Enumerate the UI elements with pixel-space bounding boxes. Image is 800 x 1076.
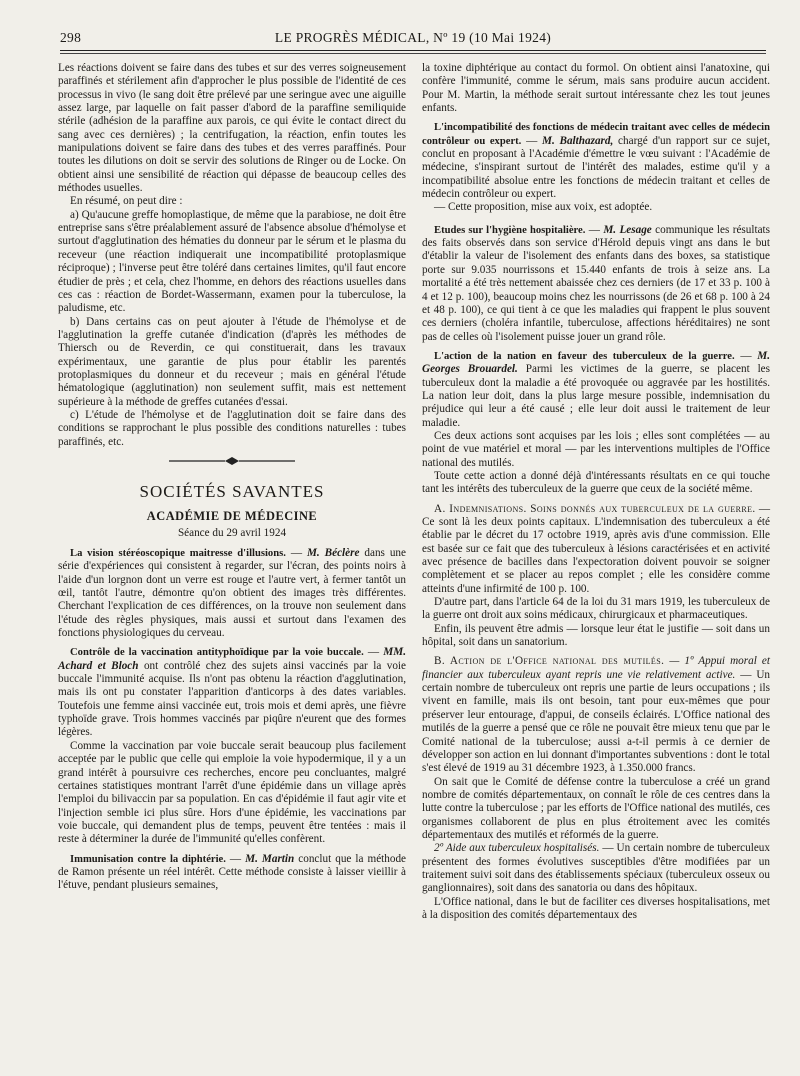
paragraph: — Cette proposition, mise aux voix, est adoptée. (434, 201, 653, 214)
item-heading: Etudes sur l'hygiène hospitalière. (434, 224, 586, 236)
ornament-divider (58, 449, 406, 473)
item-text: communique les résultats des faits observés dans son service d'Hérold depuis vingt ans dans le but d'établir la valeur de l'isolement des enfants dans des boxes, sa statistique porte sur 9.035 nourrissons et 15.440 enfants de trois à seize ans. La mortalité a été très nettement abaissée chez ces derniers (de 17 et 33 p. 100 à 4 et 12 p. 100), beaucoup moins chez les nourrissons (de 26 et 68 p. 100 à 24 et 48 p. 100), ce qui tient à ce que les maladies qui frappent le plus souvent ces derniers (choléra infantile, tuberculose, affections héréditaires) ne sont pas de celles où l'isolement puisse jouer un grand rôle. (422, 223, 770, 343)
paragraph (422, 842, 770, 895)
paragraph: L'action de la nation en faveur des tuberculeux de la guerre. — M. Georges Brouardel. Parmi les victimes de la guerre, se placent les tuberculeux dont la maladie a été provoquée ou aggravée par les hostilités. La nation leur doit, dans la plus large mesure possible, indemnisation du préjudice qui leur a été causé ; elle leur doit aussi le traitement de leur maladie. (422, 349, 771, 429)
header-rule (60, 50, 766, 51)
item-text: chargé d'un rapport sur ce sujet, conclut en proposant à l'Académie d'émettre le vœu suivant : l'Académie de médecine, s'inspirant surtout de l'intérêt des malades, estime qu'il y a incompatibilité absolue entre les fonctions de médecin traitant et celles de médecin contrôleur ou expert. (422, 134, 771, 201)
paragraph: L'incompatibilité des fonctions de médecin traitant avec celles de médecin contrôleur ou expert. — M. Balthazard, chargé d'un rapport sur ce sujet, conclut en proposant à l'Académie d'émettre le vœu suivant : l'Académie de médecine, s'inspirant surtout de l'intérêt des malades, estime qu'il y a incompatibilité absolue entre les fonctions de médecin traitant et celles de médecin contrôleur ou expert. (422, 122, 771, 201)
item-text: Parmi les victimes de la guerre, se placent les tuberculeux dont la maladie a été provoquée ou aggravée par les hostilités. La nation leur doit, dans la plus large mesure possible, indemnisation du préjudice qui leur a été causé ; elle leur doit aussi le traitement de leur maladie. (422, 363, 771, 429)
item-text: ont contrôlé chez des sujets ainsi vaccinés par la voie buccale l'immunité acquise. Ils n'ont pas obtenu la réaction d'agglutination, mais ils ont pu constater l'apparition d'anticorps à des dates variables. Toutefois une femme ainsi vaccinée eut, trois mois et demi après, une fièvre typhoïde grave. Trois hommes vaccinés par piqûre n'eurent que des formes légères. (58, 659, 407, 739)
item-subheading: — 1º Appui moral et financier aux tuberculeux ayant repris une vie relativement active. (422, 655, 770, 681)
paragraph: D'autre part, dans l'article 64 de la loi du 31 mars 1919, les tuberculeux de la guerre ont droit aux soins médicaux, chirurgicaux et pharmaceutiques. (422, 596, 770, 622)
paragraph: Toute cette action a donné déjà d'intéressants résultats en ce qui touche tant les intérêts des tuberculeux de la guerre que ceux de la société même. (422, 469, 770, 496)
paragraph: En résumé, on peut dire : (70, 195, 183, 208)
left-column (58, 62, 406, 893)
author: M. Béclère (306, 547, 360, 559)
author: M. Balthazard, (542, 134, 614, 147)
paragraph: c) L'étude de l'hémolyse et de l'agglutination doit se faire dans des conditions se rapprochant le plus possible des conditions naturelles : tubes paraffinés, etc. (58, 408, 406, 448)
author: M. Georges Brouardel. (422, 349, 771, 376)
item-text: — Un certain nombre de tuberculeux ont repris une partie de leurs occupations ; ils vivent en famille, mais ils ont besoin, tant pour eux-mêmes que pour préserver leur entourage, d'appui, de conseils éclairés. L'Office national des mutilés de la guerre a pensé que ce rôle ne pouvait être mieux tenu que par le Comité national de la tuberculose; aussi a-t-il permis à ce dernier de développer son action en lui donnant d'importantes subventions : dont le total s'est élevé de 1919 au 31 décembre 1923, à 1.350.000 francs. (422, 668, 770, 775)
paragraph: L'Office national, dans le but de faciliter ces diverses hospitalisations, met à la disposition des comités départementaux des (422, 895, 770, 921)
item-text: conclut que la méthode de Ramon présente un réel intérêt. Cette méthode consiste à laisser vieillir à l'étuve, pendant plusieurs semaines, (58, 852, 407, 892)
item-heading: La vision stéréoscopique maitresse d'illusions. (70, 548, 286, 559)
item-heading: L'action de la nation en faveur des tuberculeux de la guerre. (434, 350, 735, 362)
item-text: — Un certain nombre de tuberculeux présentent des formes évolutives susceptibles d'être modifiées par un traitement suivi soit dans des établissements spéciaux (tuberculeux osseux ou ganglionnaires), soit dans des sanatoria ou dans des hôpitaux. (422, 842, 770, 895)
page-number: 298 (60, 30, 82, 45)
paragraph: Les réactions doivent se faire dans des tubes et sur des verres soigneusement paraffinés et stérilement afin d'approcher le plus possible de l'identité de ces processus in vivo (le sang doit être prélevé par une seringue avec une aiguille assez large, par laquelle on fait passer d'abord de la paraffine semiliquide stérile (adhésion de la paraffine aux parois, ce qui évite le contact direct du sang avec ces dernières) ; la centrifugation, la réaction, enfin toutes les manipulations doivent se faire dans des tubes et des verres paraffinés. Pour toutes les dilutions on doit se servir des solutions de Ringer ou de Locke. On obtient ainsi une sensibilité de réaction qui dépasse de beaucoup celles des méthodes usuelles. (58, 62, 406, 195)
section-title: SOCIÉTÉS SAVANTES (139, 481, 325, 501)
paragraph: Immunisation contre la diphtérie. — M. Martin conclut que la méthode de Ramon présente un réel intérêt. Cette méthode consiste à laisser vieillir à l'étuve, pendant plusieurs semaines, (58, 852, 407, 892)
item-heading: A. Indemnisations. Soins donnés aux tuberculeux de la guerre. (434, 502, 756, 515)
paragraph: a) Qu'aucune greffe homoplastique, de même que la parabiose, ne doit être entreprise sans s'être préalablement assuré de l'absence absolue d'hémolyse et surtout d'agglutination des hématies du donneur par le sérum et le plasma du receveur (une réaction indiquerait une incompatibilité protoplasmique réciproque) ; l'inverse peut être toléré dans certaines limites, qu'il faut encore étudier de près ; et cela, chez l'homme, en dehors des réactions usuelles dans ces cas : réaction de Bordet-Wassermann, examen pour la tuberculose, la paludisme, etc. (58, 208, 406, 315)
author: M. Lesage (603, 223, 652, 236)
running-header (60, 30, 766, 50)
item-subheading: 2º Aide aux tuberculeux hospitalisés. (434, 842, 600, 855)
item-text: — Ce sont là les deux points capitaux. L'indemnisation des tuberculeux a été établie par le décret du 17 octobre 1919, après avis d'une commission. Elle est basée sur ce fait que des tuberculeux à lésions caractérisées et en activité avec présence de bacilles dans l'expectoration doivent pouvoir se soigner complètement et se placer au repos complet ; elle les considère comme atteints d'une infirmité de 100 p. 100. (422, 502, 770, 595)
paragraph: On sait que le Comité de défense contre la tuberculose a créé un grand nombre de comités départementaux, on connaît le rôle de ces centres dans la lutte contre la tuberculose ; par les efforts de l'Office national des mutilés, ces organismes collaborent de plus en plus étroitement avec les comités départementaux des mutilés et réformés de la guerre. (422, 775, 770, 841)
right-column (422, 62, 770, 922)
running-title: LE PROGRÈS MÉDICAL, Nº 19 (10 Mai 1924) (274, 30, 552, 45)
paragraph: Etudes sur l'hygiène hospitalière. — M. Lesage communique les résultats des faits observés dans son service d'Hérold depuis vingt ans dans le but d'établir la valeur de l'isolement des enfants dans des boxes, sa statistique porte sur 9.035 nourrissons et 15.440 enfants de trois à seize ans. La mortalité a été très nettement abaissée chez ces derniers (de 17 et 33 p. 100 à 4 et 12 p. 100), beaucoup moins chez les nourrissons (de 26 et 68 p. 100 à 24 et 48 p. 100), ce qui tient à ce que les maladies qui frappent le plus souvent ces derniers (choléra infantile, tuberculose, affections héréditaires) ne sont pas de celles où l'isolement puisse jouer un grand rôle. (422, 223, 770, 343)
header-rule-thin (60, 53, 766, 54)
paragraph: Ces deux actions sont acquises par les lois ; elles sont complétées — au point de vue matériel et moral — par les interventions multiples de l'Office national des mutilés. (422, 429, 770, 469)
paragraph (422, 655, 770, 775)
item-heading: L'incompatibilité des fonctions de médecin traitant avec celles de médecin contrôleur ou expert. (422, 122, 770, 147)
paragraph: la toxine diphtérique au contact du formol. On obtient ainsi l'anatoxine, qui confère l'immunité, comme le sérum, mais sans produire aucun accident. Pour M. Martin, la méthode serait surtout intéressante chez les tout jeunes enfants. (422, 62, 770, 115)
item-heading: B. Action de l'Office national des mutilés. (434, 655, 665, 668)
academy-title: ACADÉMIE DE MÉDECINE (146, 509, 318, 524)
item-heading: Immunisation contre la diphtérie. (70, 853, 226, 865)
paragraph: Comme la vaccination par voie buccale serait beaucoup plus facilement acceptée par le public que celle qui emploie la voie hypodermique, il y a un grand intérêt à poursuivre ces recherches, encore peu concluantes, malgré certaines statistiques montrant l'arrêt d'une épidémie dans un village après l'emploi du bilivaccin par sa population. En cas d'épidémie il faut agir vite et l'injection semble ici plus sûre. Hors d'une épidémie, les vaccinations par voie buccale, qui demandent plus de temps, peuvent être tentées : mais il reste à déterminer la durée de l'immunité qu'elles confèrent. (58, 739, 406, 846)
paragraph: b) Dans certains cas on peut ajouter à l'étude de l'hémolyse et de l'agglutination la greffe cutanée d'indication (d'après les méthodes de Thiersch ou de Reverdin, ce qui constituerait, dans les travaux expérimentaux, une garantie de plus pour établir les parentés protoplasmiques du donneur et du receveur ; mais en général l'étude hématologique (agglutination) non seulement suffit, mais est nettement supérieure à la méthode de greffes cutanées d'essai. (58, 315, 406, 408)
item-text: dans une série d'expériences qui consistent à regarder, sur l'écran, des points noirs à l'aide d'un lorgnon dont un verre est rouge et l'autre vert, à fermer tantôt un œil, tantôt l'autre, démontre qu'on obtient des images très différentes. Cherchant l'explication de ces différences, on la trouve non seulement dans l'étude des règles physiques, mais aussi et surtout dans l'examen des fonctions physiologiques du cerveau. (58, 547, 406, 640)
author: MM. Achard et Bloch (58, 646, 406, 672)
paragraph (422, 503, 770, 596)
paragraph: Enfin, ils peuvent être admis — lorsque leur état le justifie — soit dans un hôpital, soit dans un sanatorium. (422, 622, 770, 649)
item-heading: Contrôle de la vaccination antityphoïdique par la voie buccale. (70, 647, 364, 659)
paragraph: La vision stéréoscopique maitresse d'illusions. — M. Béclère dans une série d'expériences qui consistent à regarder, sur l'écran, des points noirs à l'aide d'un lorgnon dont un verre est rouge et l'autre vert, à fermer tantôt un œil, tantôt l'autre, démontre qu'on obtient des images très différentes. Cherchant l'explication de ces différences, on la trouve non seulement dans l'étude des règles physiques, mais aussi et surtout dans l'examen des fonctions physiologiques du cerveau. (58, 547, 406, 640)
session-date: Séance du 29 avril 1924 (177, 526, 287, 539)
paragraph: Contrôle de la vaccination antityphoïdique par la voie buccale. — MM. Achard et Bloch ont contrôlé chez des sujets ainsi vaccinés par la voie buccale l'immunité acquise. Ils n'ont pas obtenu la réaction d'agglutination, mais ils ont pu constater l'apparition d'anticorps à des dates variables. Toutefois une femme ainsi vaccinée eut, trois mois et demi après, une fièvre typhoïde grave. Trois hommes vaccinés par piqûre n'eurent que des formes légères. (58, 646, 407, 739)
author: M. Martin (245, 852, 295, 865)
